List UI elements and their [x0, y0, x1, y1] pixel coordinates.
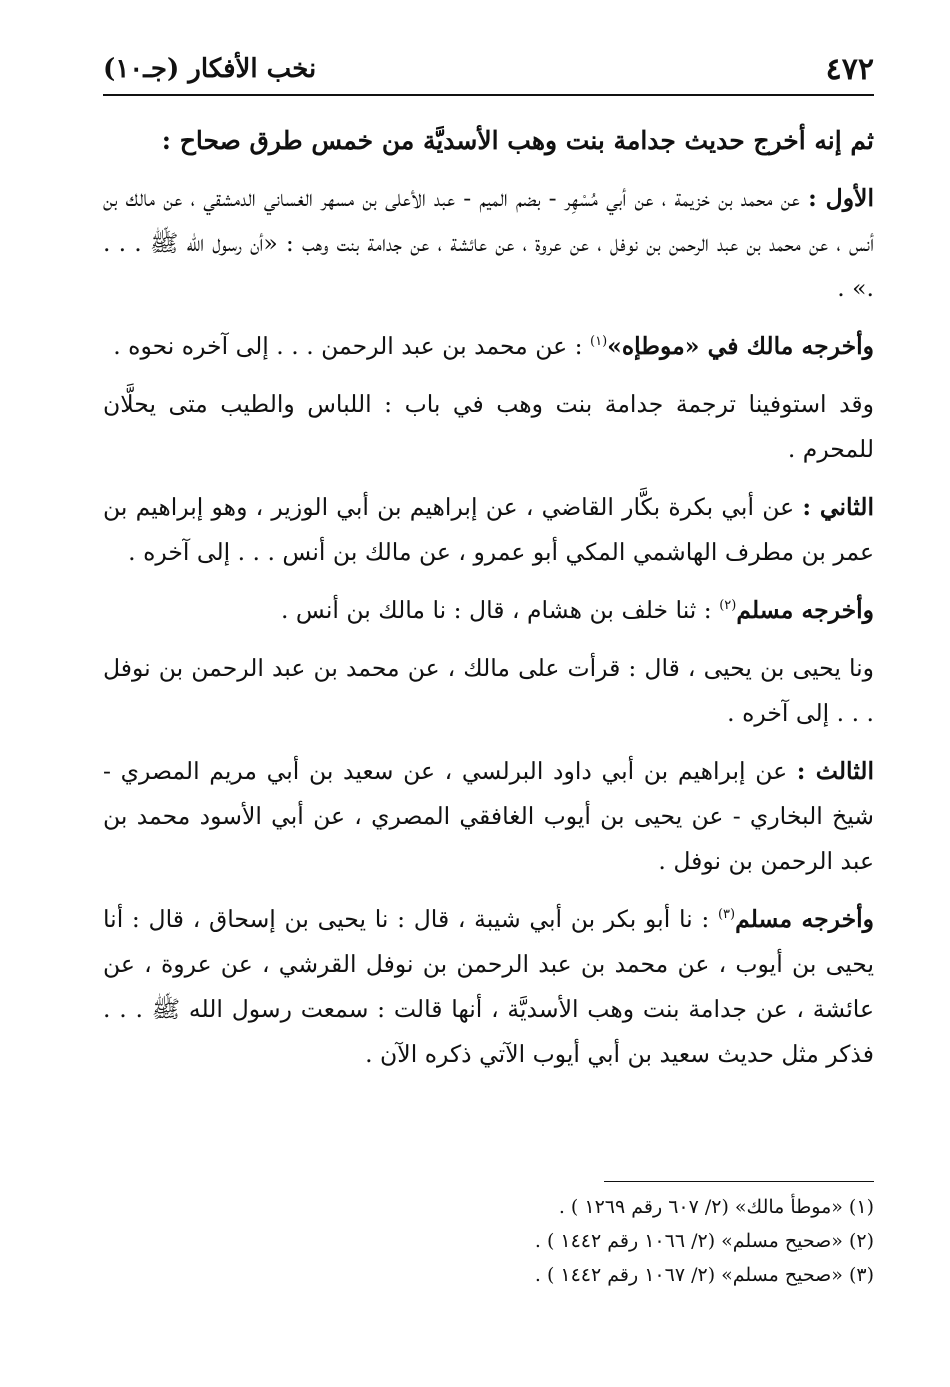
paragraph-text: عن أبي بكرة بكَّار القاضي ، عن إبراهيم بن أبي الوزير ، وهو إبراهيم بن عمر بن مطرف الهاشمي المكي أبو عمرو ، عن مالك بن أنس . . . إلى آخره .: [103, 493, 874, 566]
paragraph-malik-muwatta: [103, 324, 874, 369]
paragraph-lead: وأخرجه مسلم: [735, 905, 874, 933]
paragraph-biography-note: وقد استوفينا ترجمة جدامة بنت وهب في باب : اللباس والطيب متى يحلَّان للمحرم .: [103, 390, 874, 463]
page-header: [103, 44, 874, 96]
paragraph-text: عن إبراهيم بن أبي داود البرلسي ، عن سعيد بن أبي مريم المصري - شيخ البخاري - عن يحيى بن أيوب الغافقي المصري ، عن أبي الأسود محمد بن عبد الرحمن بن نوفل .: [103, 757, 874, 875]
paragraph-muslim-first: [103, 588, 874, 633]
footnote-ref: (٣): [717, 907, 736, 923]
paragraph-first-chain: [103, 176, 874, 311]
paragraph-lead: وأخرجه مالك في «موطإه»: [607, 332, 874, 360]
footnotes: [103, 1190, 874, 1292]
paragraph-yahya-chain: ونا يحيى بن يحيى ، قال : قرأت على مالك ، عن محمد بن عبد الرحمن بن نوفل . . . إلى آخره .: [103, 654, 874, 727]
paragraph-lead: الثاني :: [802, 493, 874, 521]
paragraph-text: عن محمد بن خزيمة ، عن أبي مُسْهِر - بضم الميم - عبد الأعلى بن مسهر الغساني الدمشقي ، عن مالك بن أنس ، عن محمد بن عبد الرحمن بن نوفل ، عن عروة ، عن عائشة ، عن جدامة بنت وهب : «أن رسول الله ﷺ . . . .» .: [103, 184, 874, 302]
footnote-1: (١) «موطأ مالك» (٢/ ٦٠٧ رقم ١٢٦٩ ) .: [558, 1196, 874, 1218]
footnote-ref: (١): [590, 334, 608, 350]
section-heading: ثم إنه أخرج حديث جدامة بنت وهب الأسديَّة من خمس طرق صحاح :: [161, 126, 874, 155]
main-text: [103, 118, 874, 1090]
page-number: ٤٧٢: [825, 52, 874, 87]
paragraph-lead: وأخرجه مسلم: [736, 596, 874, 624]
paragraph-third-chain: [103, 749, 874, 884]
paragraph-text: : عن محمد بن عبد الرحمن . . . إلى آخره نحوه .: [113, 332, 590, 360]
footnote-2: (٢) «صحيح مسلم» (٢/ ١٠٦٦ رقم ١٤٤٢ ) .: [534, 1230, 874, 1252]
footnote-3: (٣) «صحيح مسلم» (٢/ ١٠٦٧ رقم ١٤٤٢ ) .: [534, 1264, 874, 1286]
footnote-divider: [604, 1181, 874, 1182]
paragraph-second-chain: [103, 485, 874, 575]
paragraph-muslim-second: [103, 897, 874, 1077]
paragraph-lead: الثالث :: [796, 757, 874, 785]
paragraph-lead: الأول :: [808, 184, 874, 212]
footnote-ref: (٢): [719, 598, 737, 614]
paragraph-text: : ثنا خلف بن هشام ، قال : نا مالك بن أنس .: [280, 596, 720, 624]
paragraph-text: : نا أبو بكر بن أبي شيبة ، قال : نا يحيى بن إسحاق ، قال : أنا يحيى بن أيوب ، عن محمد بن عبد الرحمن بن نوفل القرشي ، عن عروة ، عن عائشة ، عن جدامة بنت وهب الأسديَّة ، أنها قالت : سمعت رسول الله ﷺ . . . فذكر مثل حديث سعيد بن أبي أيوب الآتي ذكره الآن .: [103, 905, 874, 1068]
running-title: نخب الأفكار (جـ١٠): [103, 54, 317, 84]
